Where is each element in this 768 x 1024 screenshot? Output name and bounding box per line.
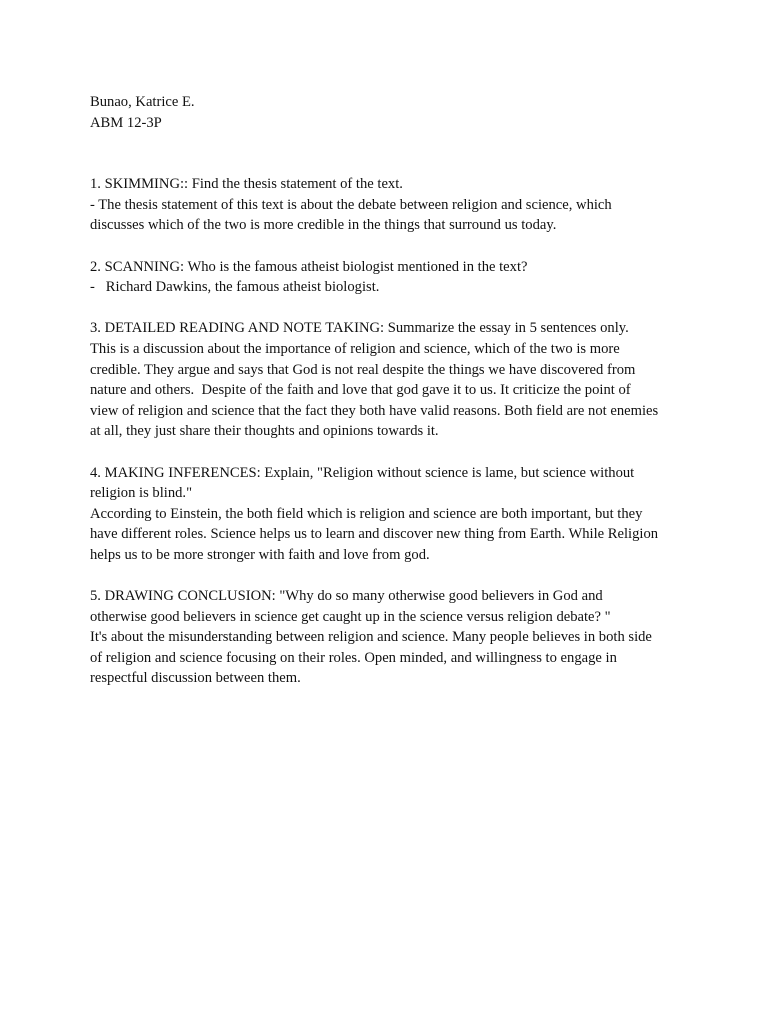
question-5-answer-line: respectful discussion between them. [90, 670, 301, 687]
question-4 [90, 463, 690, 566]
question-2-prompt: 2. SCANNING: Who is the famous atheist biologist mentioned in the text? [90, 258, 528, 275]
question-3-answer-line: nature and others. Despite of the faith and love that god gave it to us. It criticize the point of [90, 382, 631, 399]
question-3-answer-line: credible. They argue and says that God is not real despite the things we have discovered from [90, 361, 636, 378]
question-5-prompt: otherwise good believers in science get caught up in the science versus religion debate? " [90, 608, 611, 625]
question-5-answer-line: It's about the misunderstanding between religion and science. Many people believes in both side [90, 629, 652, 646]
question-4-answer-line: helps us to be more stronger with faith and love from god. [90, 546, 430, 563]
question-1-prompt: 1. SKIMMING:: Find the thesis statement of the text. [90, 176, 403, 193]
question-1 [90, 174, 690, 236]
spacer [90, 133, 690, 174]
student-name: Bunao, Katrice E. [90, 94, 195, 110]
question-5-prompt: 5. DRAWING CONCLUSION: "Why do so many otherwise good believers in God and [90, 588, 603, 605]
question-1-answer-line: - The thesis statement of this text is about the debate between religion and science, which [90, 196, 612, 213]
question-4-prompt: 4. MAKING INFERENCES: Explain, "Religion without science is lame, but science without [90, 464, 635, 481]
spacer [90, 236, 690, 257]
question-3-answer-line: This is a discussion about the importance of religion and science, which of the two is more [90, 340, 620, 357]
spacer [90, 442, 690, 463]
question-3-answer-line: view of religion and science that the fact they both have valid reasons. Both field are not enemies [90, 402, 659, 419]
question-5-answer-line: of religion and science focusing on their roles. Open minded, and willingness to engage in [90, 649, 617, 666]
question-1-answer-line: discusses which of the two is more credible in the things that surround us today. [90, 217, 557, 234]
class-section: ABM 12-3P [90, 114, 162, 131]
spacer [90, 565, 690, 586]
question-5 [90, 586, 690, 689]
question-4-answer-line: have different roles. Science helps us to learn and discover new thing from Earth. While Religion [90, 526, 659, 543]
question-3-prompt: 3. DETAILED READING AND NOTE TAKING: Summarize the essay in 5 sentences only. [90, 320, 629, 337]
question-3-answer-line: at all, they just share their thoughts and opinions towards it. [90, 423, 439, 440]
document-page [90, 92, 690, 689]
question-2 [90, 257, 690, 298]
question-2-answer-line: - Richard Dawkins, the famous atheist biologist. [90, 279, 380, 296]
question-3 [90, 318, 690, 442]
question-4-prompt: religion is blind." [90, 485, 193, 502]
question-4-answer-line: According to Einstein, the both field which is religion and science are both important, but they [90, 505, 643, 522]
spacer [90, 298, 690, 319]
